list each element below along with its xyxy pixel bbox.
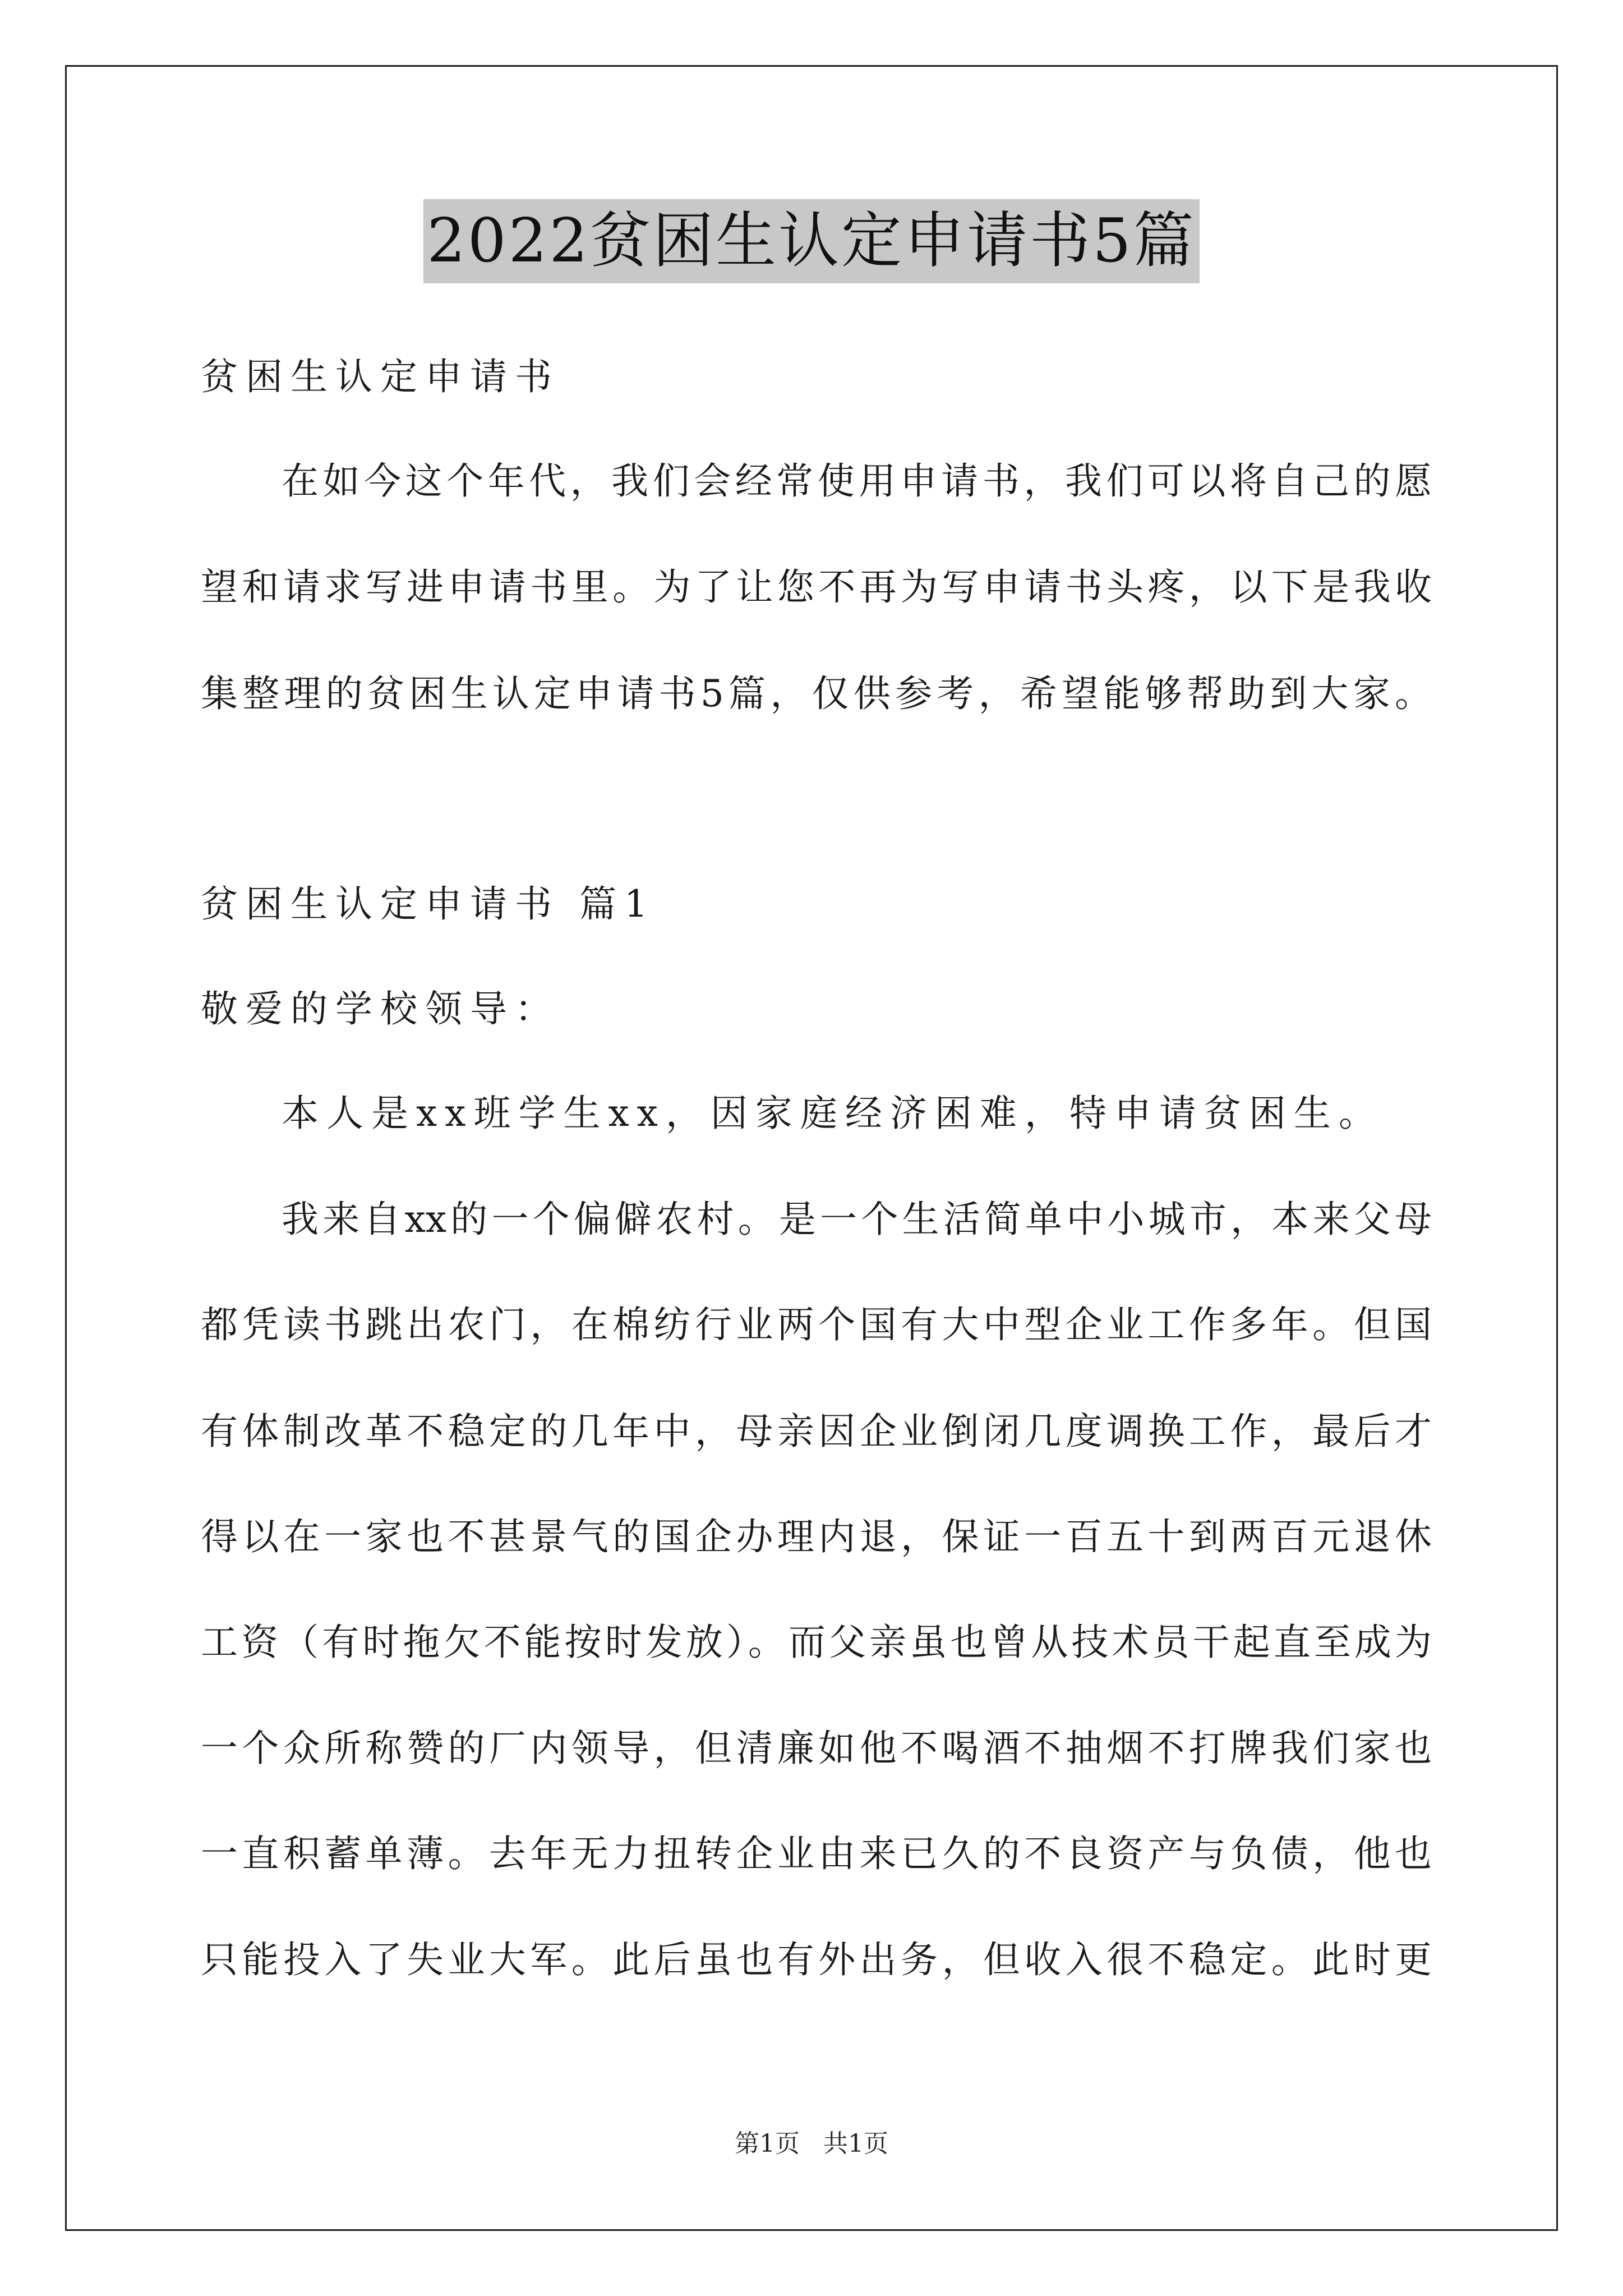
body-line-2: 我来自xx的一个偏僻农村。是一个生活简单中小城市，本来父母 xyxy=(282,1198,1432,1241)
body-line-3: 都凭读书跳出农门，在棉纺行业两个国有大中型企业工作多年。但国 xyxy=(201,1303,1432,1346)
body-line-6: 工资（有时拖欠不能按时发放）。而父亲虽也曾从技术员干起直至成为 xyxy=(201,1621,1432,1664)
body-line-5: 得以在一家也不甚景气的国企办理内退，保证一百五十到两百元退休 xyxy=(201,1515,1432,1558)
body-line-8: 一直积蓄单薄。去年无力扭转企业由来已久的不良资产与负债，他也 xyxy=(201,1832,1432,1875)
body-line-9: 只能投入了失业大军。此后虽也有外出务，但收入很不稳定。此时更 xyxy=(201,1938,1432,1981)
document-title: 2022贫困生认定申请书5篇 xyxy=(423,199,1200,283)
salutation: 敬爱的学校领导： xyxy=(201,987,560,1030)
body-line-1: 本人是xx班学生xx，因家庭经济困难，特申请贫困生。 xyxy=(282,1092,1384,1135)
section-heading: 贫困生认定申请书 xyxy=(201,355,560,398)
article-heading: 贫困生认定申请书 篇1 xyxy=(201,882,656,926)
intro-line-3: 集整理的贫困生认定申请书5篇，仅供参考，希望能够帮助到大家。 xyxy=(201,672,1432,715)
title-container xyxy=(0,199,1623,283)
body-line-7: 一个众所称赞的厂内领导，但清廉如他不喝酒不抽烟不打牌我们家也 xyxy=(201,1727,1432,1770)
intro-line-2: 望和请求写进申请书里。为了让您不再为写申请书头疼，以下是我收 xyxy=(201,565,1432,609)
intro-line-1: 在如今这个年代，我们会经常使用申请书，我们可以将自己的愿 xyxy=(282,459,1432,503)
page-footer: 第1页 共1页 xyxy=(735,2129,888,2158)
body-line-4: 有体制改革不稳定的几年中，母亲因企业倒闭几度调换工作，最后才 xyxy=(201,1410,1432,1453)
